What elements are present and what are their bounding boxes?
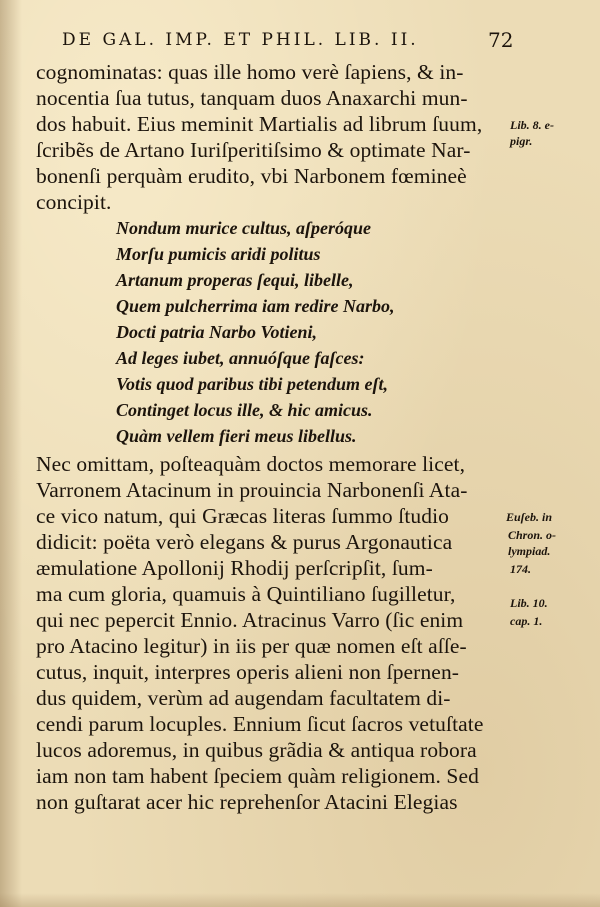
body-line: nocentia ſua tutus, tanquam duos Anaxarchi mun-	[36, 86, 468, 110]
body-line: pro Atacino legitur) in iis per quæ nomen eſt aſſe-	[36, 634, 467, 658]
body-line: lucos adoremus, in quibus grãdia & antiqua robora	[36, 738, 477, 762]
body-line: qui nec pepercit Ennio. Atracinus Varro (ſic enim	[36, 608, 464, 632]
margin-note: Lib. 8. e-	[510, 118, 554, 132]
body-line: æmulatione Apollonij Rhodij perſcripſit, ſum-	[36, 556, 433, 580]
running-head: DE GAL. IMP. ET PHIL. LIB. II.	[62, 30, 419, 50]
verse-line: Nondum murice cultus, aſperóque	[116, 218, 372, 238]
margin-note: cap. 1.	[510, 614, 543, 628]
body-line: Varronem Atacinum in prouincia Narbonenſi Ata-	[36, 478, 468, 502]
binding-shadow	[0, 0, 22, 907]
page-edge-shadow	[0, 893, 600, 907]
verse-line: Docti patria Narbo Votieni,	[116, 322, 318, 342]
verse-line: Ad leges iubet, annuóſque faſces:	[116, 348, 365, 368]
body-line: dus quidem, verùm ad augendam facultatem di-	[36, 686, 451, 710]
body-line: dos habuit. Eius meminit Martialis ad librum ſuum,	[36, 112, 483, 136]
body-line: non guſtarat acer hic reprehenſor Atacini Elegias	[36, 790, 458, 814]
body-line: bonenſi perquàm erudito, vbi Narbonem fœmineè	[36, 164, 467, 188]
body-line: ſcribẽs de Artano Iuriſperitiſsimo & optimate Nar-	[36, 138, 471, 162]
margin-note: Chron. o-	[508, 528, 557, 542]
body-line: ce vico natum, qui Græcas literas ſummo ſtudio	[36, 504, 450, 528]
body-line: concipit.	[36, 190, 112, 214]
verse-line: Artanum properas ſequi, libelle,	[116, 270, 354, 290]
body-line: ma cum gloria, quamuis à Quintiliano ſugilletur,	[36, 582, 456, 606]
body-line: cognominatas: quas ille homo verè ſapiens, & in-	[36, 60, 464, 84]
verse-line: Votis quod paribus tibi petendum eſt,	[116, 374, 389, 394]
body-line: cutus, inquit, interpres operis alieni non ſpernen-	[36, 660, 460, 684]
verse-line: Quàm vellem fieri meus libellus.	[116, 426, 357, 446]
verse-line: Morſu pumicis aridi politus	[116, 244, 321, 264]
verse-line: Quem pulcherrima iam redire Narbo,	[116, 296, 395, 316]
margin-note: lympiad.	[508, 544, 551, 558]
margin-note: pigr.	[510, 134, 533, 148]
margin-note: Euſeb. in	[506, 510, 553, 524]
margin-note: 174.	[510, 562, 531, 576]
body-line: didicit: poëta verò elegans & purus Argonautica	[36, 530, 453, 554]
body-line: Nec omittam, poſteaquàm doctos memorare licet,	[36, 452, 466, 476]
page-number: 72	[488, 28, 514, 52]
margin-note: Lib. 10.	[510, 596, 548, 610]
body-line: cendi parum locuples. Ennium ſicut ſacros vetuſtate	[36, 712, 484, 736]
body-line: iam non tam habent ſpeciem quàm religionem. Sed	[36, 764, 479, 788]
verse-line: Continget locus ille, & hic amicus.	[116, 400, 373, 420]
